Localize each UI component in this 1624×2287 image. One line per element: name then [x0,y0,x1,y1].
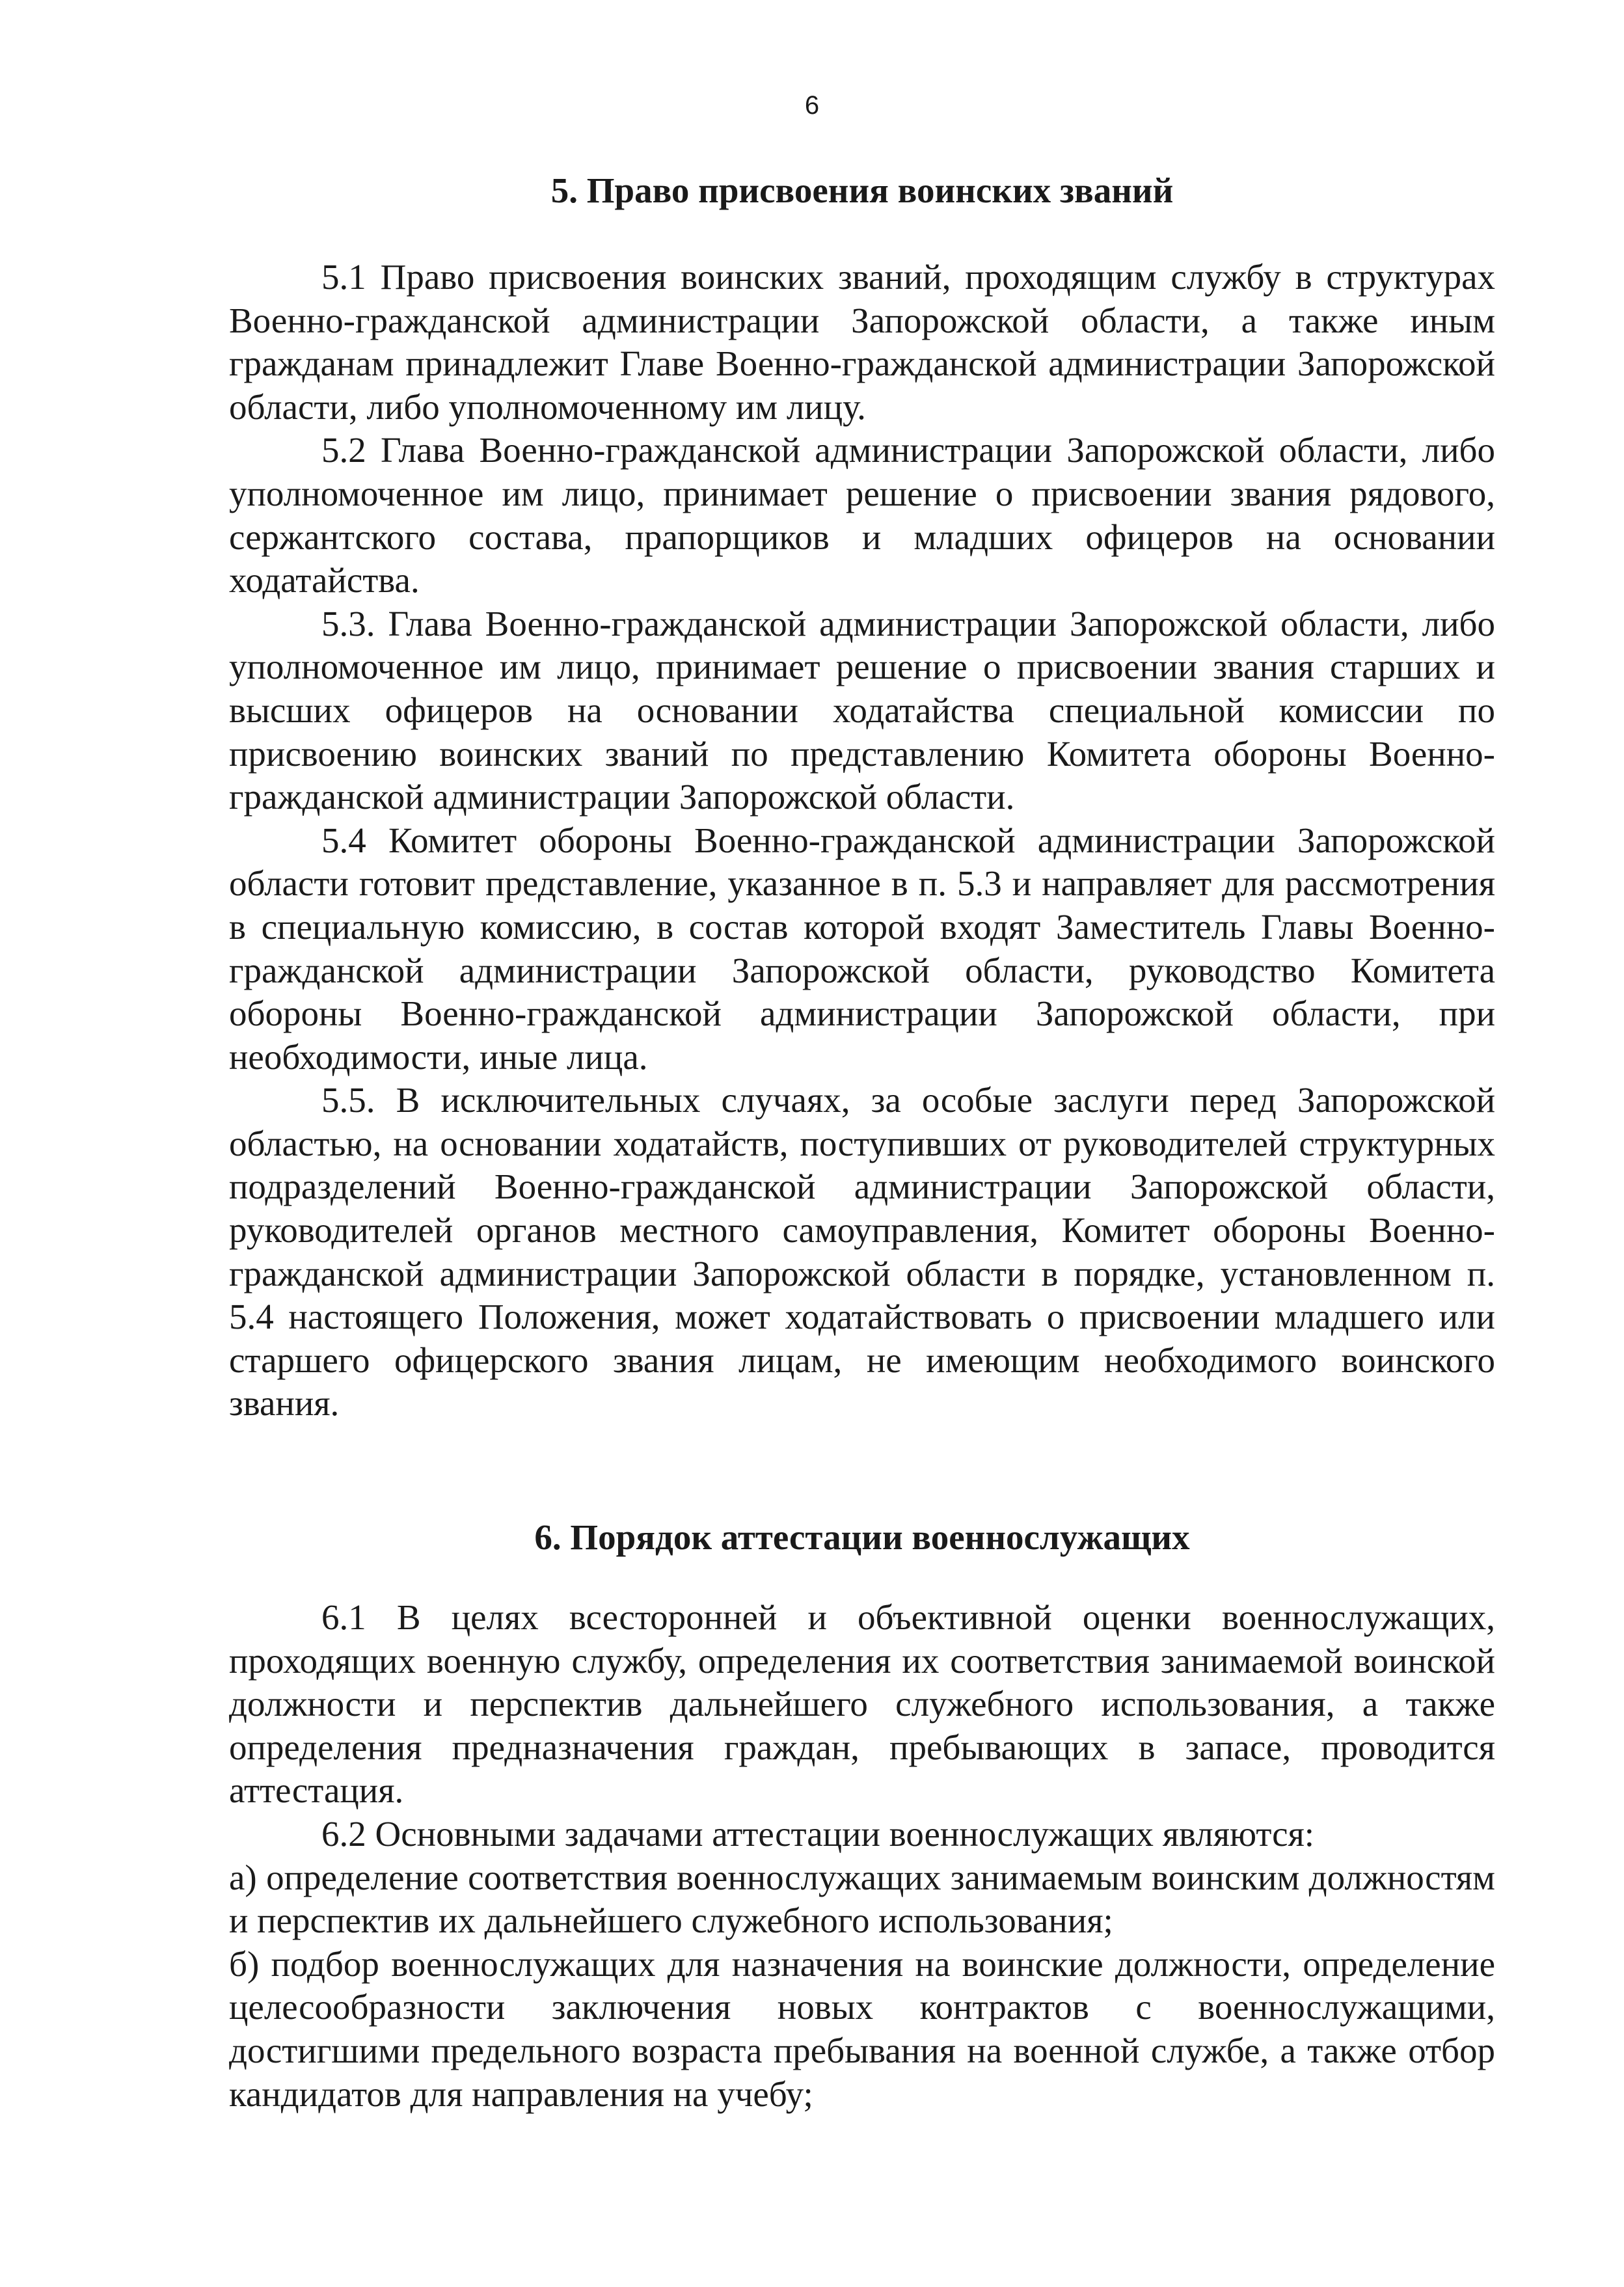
section-6-heading: 6. Порядок аттестации военнослужащих [534,1517,1190,1557]
paragraph-6-2: 6.2 Основными задачами аттестации военнослужащих являются: [321,1813,1315,1854]
section-6-body [229,1596,1495,2116]
paragraph-5-3: 5.3. Глава Военно-гражданской администрации Запорожской области, либо уполномоченное им лицо, принимает решение о присвоении звания старших и высших офицеров на основании ходатайства специальной комиссии по присвоению воинских званий по представлению Комитета обороны Военно-гражданской администрации Запорожской области. [229,603,1495,817]
page-number: 6 [804,91,820,120]
paragraph-5-2: 5.2 Глава Военно-гражданской администрации Запорожской области, либо уполномоченное им лицо, принимает решение о присвоении звания рядового, сержантского состава, прапорщиков и младших офицеров на основании ходатайства. [229,430,1495,601]
list-item-a: а) определение соответствия военнослужащих занимаемым воинским должностям и перспектив их дальнейшего служебного использования; [229,1857,1495,1941]
paragraph-6-1: 6.1 В целях всесторонней и объективной оценки военнослужащих, проходящих военную службу, определения их соответствия занимаемой воинской должности и перспектив дальнейшего служебного использования, а также определения предназначения граждан, пребывающих в запасе, проводится аттестация. [229,1597,1495,1811]
paragraph-5-1: 5.1 Право присвоения воинских званий, проходящим службу в структурах Военно-гражданской администрации Запорожской области, а также иным гражданам принадлежит Главе Военно-гражданской администрации Запорожской области, либо уполномоченному им лицу. [229,257,1495,427]
section-5-heading: 5. Право присвоения воинских званий [550,170,1174,210]
list-item-b: б) подбор военнослужащих для назначения на воинские должности, определение целесообразности заключения новых контрактов с военнослужащими, достигшими предельного возраста пребывания на военной службе, а также отбор кандидатов для направления на учебу; [229,1943,1495,2114]
paragraph-5-5: 5.5. В исключительных случаях, за особые заслуги перед Запорожской областью, на основании ходатайств, поступивших от руководителей структурных подразделений Военно-гражданской администрации Запорожской области, руководителей органов местного самоуправления, Комитет обороны Военно-гражданской администрации Запорожской области в порядке, установленном п. 5.4 настоящего Положения, может ходатайствовать о присвоении младшего или старшего офицерского звания лицам, не имеющим необходимого воинского звания. [229,1080,1495,1424]
paragraph-5-4: 5.4 Комитет обороны Военно-гражданской администрации Запорожской области готовит представление, указанное в п. 5.3 и направляет для рассмотрения в специальную комиссию, в состав которой входят Заместитель Главы Военно-гражданской администрации Запорожской области, руководство Комитета обороны Военно-гражданской администрации Запорожской области, при необходимости, иные лица. [229,820,1495,1077]
section-5-body [229,256,1495,1426]
